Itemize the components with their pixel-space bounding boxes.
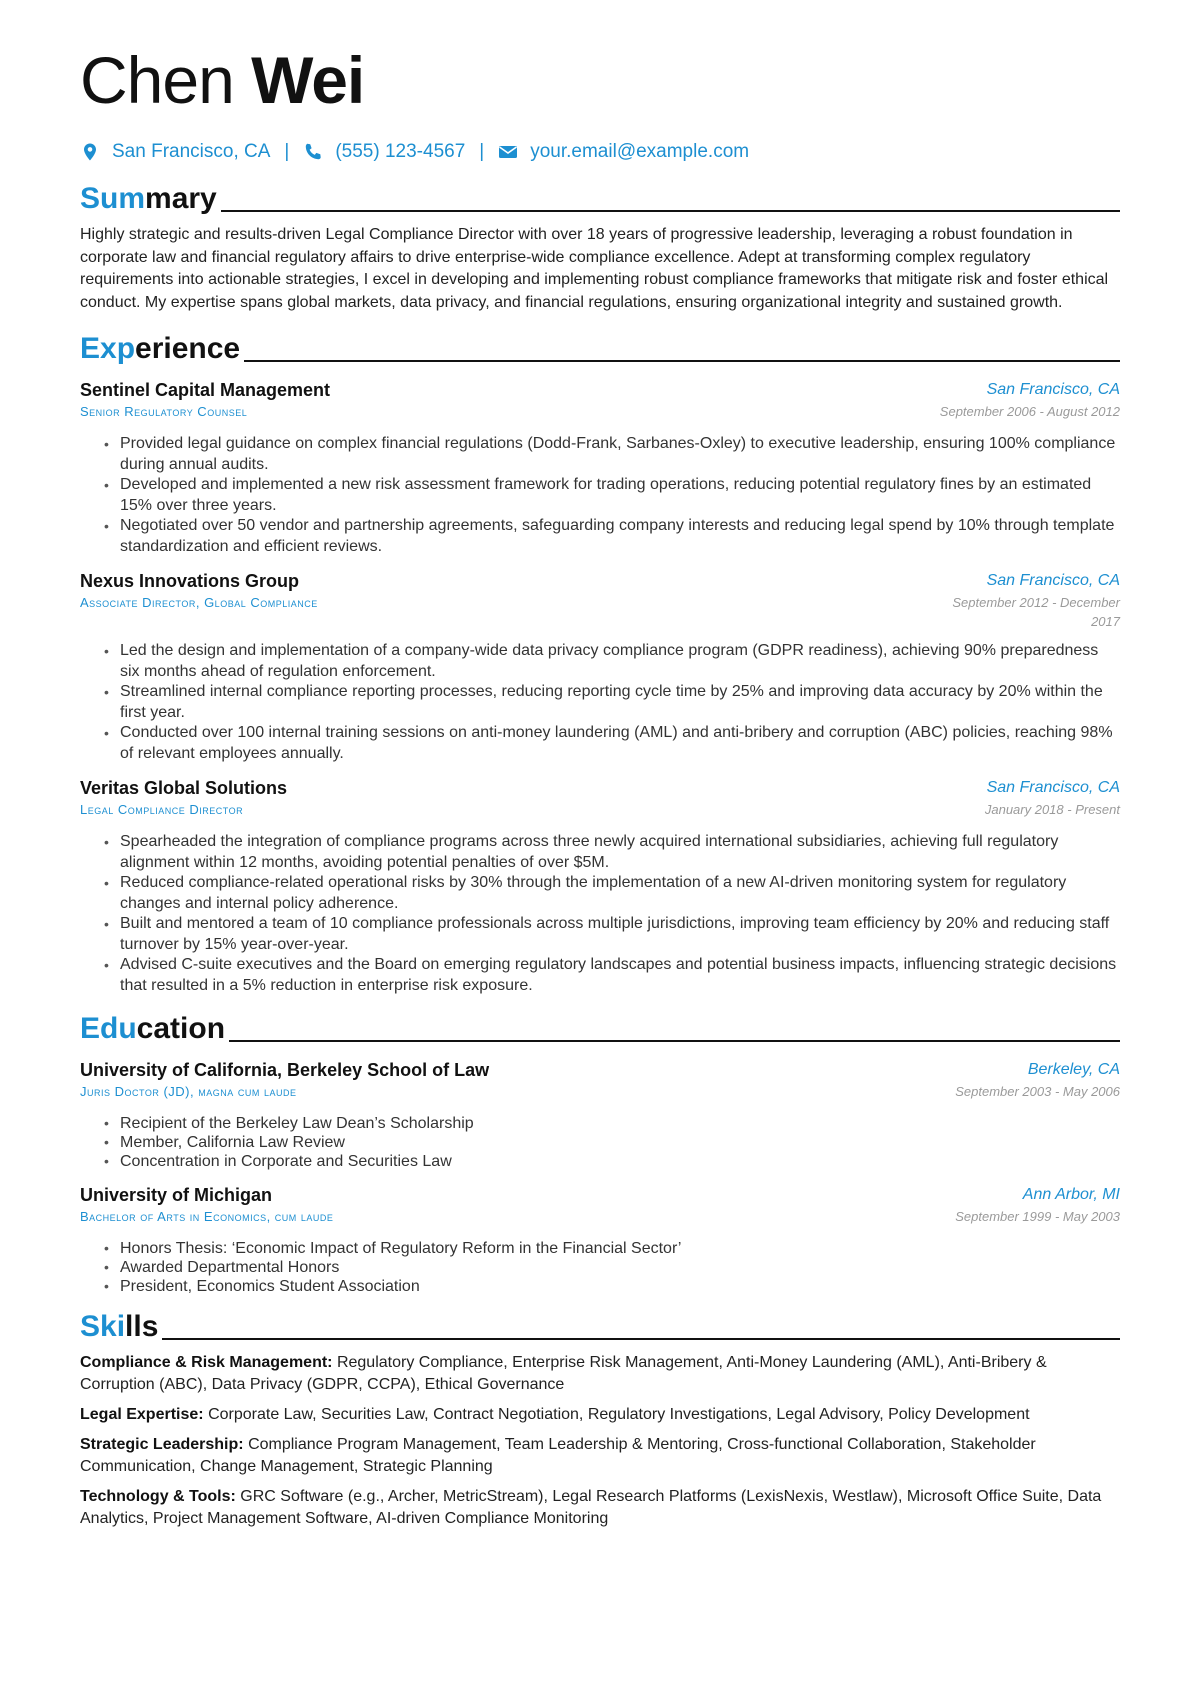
list-item: • Reduced compliance-related operational risks by 30% through the implementation of a new AI-driven monitoring system for regulatory changes and internal policy adherence. bbox=[120, 873, 1120, 914]
job-dates: September 2006 - August 2012 bbox=[939, 404, 1120, 419]
contact-email[interactable] bbox=[498, 141, 749, 163]
contact-separator: | bbox=[479, 141, 485, 162]
job-dates: January 2018 - Present bbox=[984, 802, 1120, 817]
skill-group-label: Technology & Tools: bbox=[80, 1488, 236, 1505]
employer-name: Sentinel Capital Management bbox=[80, 380, 331, 400]
section-rule bbox=[244, 360, 1120, 362]
experience-entry bbox=[80, 569, 1120, 764]
skill-group-items: Corporate Law, Securities Law, Contract Negotiation, Regulatory Investigations, Legal Advisory, Policy Development bbox=[208, 1406, 1030, 1423]
employer-name: Veritas Global Solutions bbox=[80, 778, 288, 798]
list-item: • Built and mentored a team of 10 compliance professionals across multiple jurisdictions, improving team efficiency by 20% and reducing staff turnover by 15% year-over-year. bbox=[120, 914, 1120, 955]
list-item: • Recipient of the Berkeley Law Dean’s Scholarship bbox=[120, 1114, 1120, 1133]
list-item: • Led the design and implementation of a company-wide data privacy compliance program (GDPR readiness), achieving 90% preparedness six months ahead of regulation enforcement. bbox=[120, 641, 1120, 682]
contact-separator: | bbox=[284, 141, 290, 162]
candidate-name bbox=[80, 40, 1120, 120]
skill-group-label: Strategic Leadership: bbox=[80, 1436, 244, 1453]
map-marker-icon bbox=[80, 142, 100, 162]
skill-group bbox=[80, 1486, 1120, 1530]
skill-group bbox=[80, 1434, 1120, 1478]
section-title: Summary bbox=[80, 182, 217, 215]
school-name: University of California, Berkeley School of Law bbox=[80, 1060, 490, 1080]
skill-group-label: Compliance & Risk Management: bbox=[80, 1354, 333, 1371]
skill-group bbox=[80, 1352, 1120, 1396]
list-item: • Developed and implemented a new risk assessment framework for trading operations, reducing potential regulatory fines by an estimated 15% over three years. bbox=[120, 475, 1120, 516]
section-rule bbox=[229, 1040, 1120, 1042]
section-title: Skills bbox=[80, 1310, 159, 1343]
school-location: Ann Arbor, MI bbox=[1022, 1186, 1120, 1203]
contact-line bbox=[80, 138, 1120, 166]
skill-group-label: Legal Expertise: bbox=[80, 1406, 204, 1423]
degree: Juris Doctor (JD), magna cum laude bbox=[80, 1084, 297, 1099]
skill-group-items: Regulatory Compliance, Enterprise Risk Management, Anti-Money Laundering (AML), Anti-Bribery & Corruption (ABC), Data Privacy (GDPR, CCPA), Ethical Governance bbox=[80, 1354, 1047, 1393]
resume-page bbox=[80, 40, 1120, 1530]
summary-section-heading bbox=[80, 178, 1120, 218]
list-item: • Honors Thesis: ‘Economic Impact of Regulatory Reform in the Financial Sector’ bbox=[120, 1239, 1120, 1258]
experience-section-heading bbox=[80, 328, 1120, 368]
location-text: San Francisco, CA bbox=[112, 141, 271, 162]
contact-location bbox=[80, 141, 270, 163]
school-dates: September 2003 - May 2006 bbox=[955, 1084, 1120, 1099]
section-title: Experience bbox=[80, 332, 241, 365]
list-item: • President, Economics Student Association bbox=[120, 1277, 1120, 1296]
section-title: Education bbox=[80, 1012, 226, 1045]
skill-group bbox=[80, 1404, 1120, 1426]
skill-group-items: Compliance Program Management, Team Leadership & Mentoring, Cross-functional Collaboration, Stakeholder Communication, Change Management, Strategic Planning bbox=[80, 1436, 1036, 1475]
list-item: • Conducted over 100 internal training sessions on anti-money laundering (AML) and anti-bribery and corruption (ABC) policies, reaching 98% of relevant employees annually. bbox=[120, 723, 1120, 764]
experience-entry bbox=[80, 776, 1120, 996]
education-entry bbox=[80, 1183, 1120, 1296]
school-name: University of Michigan bbox=[80, 1185, 273, 1205]
list-item: • Streamlined internal compliance reporting processes, reducing reporting cycle time by 25% and improving data accuracy by 20% within the first year. bbox=[120, 682, 1120, 723]
list-item: • Provided legal guidance on complex financial regulations (Dodd-Frank, Sarbanes-Oxley) to executive leadership, ensuring 100% compliance during annual audits. bbox=[120, 434, 1120, 475]
job-title: Senior Regulatory Counsel bbox=[80, 404, 248, 419]
contact-phone[interactable] bbox=[303, 141, 465, 163]
job-title: Legal Compliance Director bbox=[80, 802, 244, 817]
list-item: • Member, California Law Review bbox=[120, 1133, 1120, 1152]
email-link: your.email@example.com bbox=[530, 141, 750, 162]
job-location: San Francisco, CA bbox=[986, 572, 1120, 589]
envelope-icon bbox=[498, 142, 518, 162]
achievement-list bbox=[80, 434, 1120, 557]
honors-list bbox=[80, 1239, 1120, 1296]
list-item: • Advised C-suite executives and the Board on emerging regulatory landscapes and potential business impacts, influencing strategic decisions that resulted in a 5% reduction in enterprise risk exposure. bbox=[120, 955, 1120, 996]
achievement-list bbox=[80, 641, 1120, 764]
list-item: • Negotiated over 50 vendor and partnership agreements, safeguarding company interests and reducing legal spend by 10% through template standardization and efficient reviews. bbox=[120, 516, 1120, 557]
first-name: Chen bbox=[80, 43, 234, 117]
section-rule bbox=[162, 1338, 1120, 1340]
honors-list bbox=[80, 1114, 1120, 1171]
degree: Bachelor of Arts in Economics, cum laude bbox=[80, 1209, 334, 1224]
job-location: San Francisco, CA bbox=[986, 779, 1120, 796]
job-location: San Francisco, CA bbox=[986, 381, 1120, 398]
summary-text: Highly strategic and results-driven Legal Compliance Director with over 18 years of progressive leadership, leveraging a robust foundation in corporate law and financial regulatory affairs to drive enterprise-wide compliance excellence. Adept at transforming complex regulatory requirements into actionable strategies, I excel in developing and implementing robust compliance frameworks that mitigate risk and foster ethical conduct. My expertise spans global markets, data privacy, and financial regulations, ensuring organizational integrity and sustained growth. bbox=[80, 226, 1109, 311]
phone-text: (555) 123-4567 bbox=[335, 141, 466, 162]
education-entry bbox=[80, 1058, 1120, 1171]
achievement-list bbox=[80, 832, 1120, 996]
list-item: • Awarded Departmental Honors bbox=[120, 1258, 1120, 1277]
experience-entry bbox=[80, 378, 1120, 557]
school-dates: September 1999 - May 2003 bbox=[955, 1209, 1120, 1224]
list-item: • Concentration in Corporate and Securities Law bbox=[120, 1152, 1120, 1171]
last-name: Wei bbox=[251, 43, 365, 117]
phone-icon bbox=[303, 142, 323, 162]
section-rule bbox=[221, 210, 1120, 212]
job-title: Associate Director, Global Compliance bbox=[80, 595, 318, 610]
school-location: Berkeley, CA bbox=[1027, 1061, 1120, 1078]
skills-section-heading bbox=[80, 1306, 1120, 1346]
list-item: • Spearheaded the integration of compliance programs across three newly acquired international subsidiaries, achieving full regulatory alignment within 12 months, avoiding potential penalties of over $5M. bbox=[120, 832, 1120, 873]
skill-group-items: GRC Software (e.g., Archer, MetricStream), Legal Research Platforms (LexisNexis, Westlaw), Microsoft Office Suite, Data Analytics, Project Management Software, AI-driven Compliance Monitoring bbox=[80, 1488, 1102, 1527]
education-section-heading bbox=[80, 1008, 1120, 1048]
employer-name: Nexus Innovations Group bbox=[80, 571, 300, 591]
job-dates: September 2012 - December 2017 bbox=[952, 595, 1120, 629]
